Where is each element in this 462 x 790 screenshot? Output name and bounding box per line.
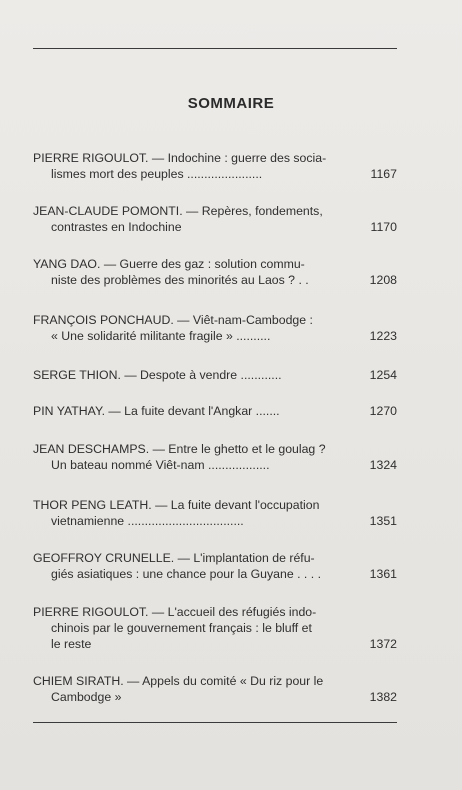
toc-entry-line2: chinois par le gouvernement français : le bluff et <box>51 621 312 635</box>
toc-entry <box>33 367 397 383</box>
toc-entry-line1: FRANÇOIS PONCHAUD. — Viêt-nam-Cambodge : <box>33 313 313 327</box>
toc-entry-line2: vietnamienne .................................. <box>51 514 244 528</box>
toc-entry-line2: Cambodge » <box>51 690 122 704</box>
toc-entry-page: 1208 <box>369 273 397 287</box>
toc-entry-page: 1223 <box>369 329 397 343</box>
toc-entry <box>33 550 397 582</box>
toc-entry <box>33 441 397 473</box>
toc-entry <box>33 604 397 652</box>
toc-entry-line2: giés asiatiques : une chance pour la Guyane . . . . <box>51 567 322 581</box>
toc-entry-page: 1361 <box>369 567 397 581</box>
toc-entry-line1: PIERRE RIGOULOT. — Indochine : guerre des socia- <box>33 151 327 165</box>
toc-entry-line1: CHIEM SIRATH. — Appels du comité « Du riz pour le <box>33 674 324 688</box>
toc-entry-page: 1270 <box>369 404 397 418</box>
toc-entry-page: 1254 <box>369 368 397 382</box>
toc-entry <box>33 256 397 288</box>
toc-entry-page: 1372 <box>369 637 397 651</box>
toc-entry-page: 1382 <box>369 690 397 704</box>
toc-entry-line1: JEAN DESCHAMPS. — Entre le ghetto et le goulag ? <box>33 442 326 456</box>
toc-entry <box>33 203 397 235</box>
toc-entry-line1: SERGE THION. — Despote à vendre ............ <box>33 368 282 382</box>
toc-entry-line2: contrastes en Indochine <box>51 220 182 234</box>
toc-entry-line1: THOR PENG LEATH. — La fuite devant l'occupation <box>33 498 320 512</box>
toc-entry-line3: le reste <box>51 637 92 651</box>
page-title: SOMMAIRE <box>187 95 275 112</box>
toc-entry <box>33 150 397 182</box>
bottom-rule <box>33 722 397 723</box>
toc-entry <box>33 312 397 344</box>
toc-entry-line2: « Une solidarité militante fragile » .......... <box>51 329 271 343</box>
toc-entry-line1: GEOFFROY CRUNELLE. — L'implantation de réfu- <box>33 551 315 565</box>
toc-entry-line1: PIERRE RIGOULOT. — L'accueil des réfugiés indo- <box>33 605 317 619</box>
toc-entry <box>33 673 397 705</box>
top-rule <box>33 48 397 49</box>
toc-entry <box>33 497 397 529</box>
toc-entry-page: 1170 <box>370 220 397 234</box>
toc-entry-line2: lismes mort des peuples ...................... <box>51 167 263 181</box>
toc-entry-line2: Un bateau nommé Viêt-nam .................. <box>51 458 270 472</box>
toc-entry-page: 1351 <box>369 514 397 528</box>
toc-entry-line2: niste des problèmes des minorités au Laos ? . . <box>51 273 309 287</box>
toc-entry-line1: JEAN-CLAUDE POMONTI. — Repères, fondements, <box>33 204 323 218</box>
toc-entry-page: 1324 <box>369 458 397 472</box>
toc-entry <box>33 403 397 419</box>
toc-entry-line1: PIN YATHAY. — La fuite devant l'Angkar ....... <box>33 404 280 418</box>
toc-entry-line1: YANG DAO. — Guerre des gaz : solution commu- <box>33 257 305 271</box>
toc-entry-page: 1167 <box>370 167 397 181</box>
